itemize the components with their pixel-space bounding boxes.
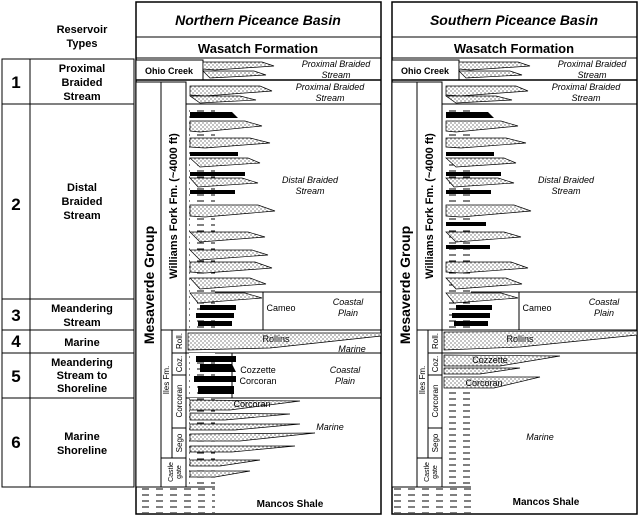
- reservoir-types-rows-0-lines-0: Proximal: [58, 63, 106, 75]
- northern-cozzette: Cozzette: [240, 365, 276, 375]
- reservoir-types-rows-3-num: 4: [11, 332, 21, 351]
- southern-env-distal-2: Stream: [551, 186, 581, 196]
- reservoir-types-rows-2-lines-1: Stream: [63, 317, 101, 329]
- reservoir-types-column: [2, 24, 134, 487]
- southern-corcoran: Corcoran: [431, 384, 440, 418]
- reservoir-types-rows-2-num: 3: [11, 306, 21, 325]
- southern-mancos: Mancos Shale: [512, 497, 580, 508]
- northern-title: Northern Piceance Basin: [175, 12, 341, 28]
- southern-env-proximal-1: Proximal Braided: [557, 59, 627, 69]
- southern-env-proximal-2: Stream: [577, 70, 607, 80]
- southern-roll: Roll.: [431, 332, 440, 350]
- reservoir-types-rows-0-lines-2: Stream: [63, 91, 101, 103]
- northern-env-distal-2: Stream: [295, 186, 325, 196]
- northern-ohio-creek: Ohio Creek: [144, 66, 194, 76]
- southern-basin-panel: [392, 2, 637, 514]
- southern-iles: Iles Fm.: [418, 365, 427, 395]
- southern-coastal-1: Coastal: [588, 297, 620, 307]
- northern-coastal-1: Coastal: [332, 297, 364, 307]
- northern-castlegate-2: gate: [176, 465, 183, 479]
- reservoir-row-6: [11, 431, 107, 457]
- northern-corcoran-label: Corcoran: [239, 376, 277, 386]
- reservoir-row-4: [11, 332, 99, 351]
- reservoir-types-rows-5-lines-0: Marine: [64, 431, 100, 443]
- northern-sego: Sego: [175, 433, 184, 453]
- reservoir-row-1: [11, 63, 105, 103]
- southern-env-proximal-b-2: Stream: [571, 93, 601, 103]
- northern-env-proximal-b-1: Proximal Braided: [295, 82, 365, 92]
- northern-marine-upper: Marine: [338, 344, 366, 354]
- reservoir-types-heading-1: Reservoir: [56, 24, 108, 36]
- northern-iles: Iles Fm.: [162, 365, 171, 395]
- northern-basin-panel: [136, 2, 381, 514]
- reservoir-types-rows-1-lines-0: Distal: [67, 182, 97, 194]
- southern-title: Southern Piceance Basin: [429, 12, 599, 28]
- northern-roll: Roll.: [175, 332, 184, 350]
- reservoir-row-5: [11, 357, 113, 395]
- northern-williams-fork: Williams Fork Fm. (~4000 ft): [168, 133, 180, 279]
- reservoir-types-rows-1-lines-2: Stream: [63, 210, 101, 222]
- reservoir-row-2: [11, 182, 102, 222]
- reservoir-types-heading-2: Types: [66, 38, 98, 50]
- reservoir-types-rows-5-lines-1: Shoreline: [56, 445, 108, 457]
- reservoir-types-rows-1-lines-1: Braided: [61, 196, 103, 208]
- reservoir-types-rows-4-lines-2: Shoreline: [56, 383, 108, 395]
- reservoir-types-rows-1-num: 2: [11, 195, 21, 214]
- southern-castlegate-2: gate: [432, 465, 439, 479]
- reservoir-row-3: [11, 303, 113, 329]
- southern-rollins: Rollins: [506, 334, 534, 344]
- northern-coastal-b-1: Coastal: [329, 365, 361, 375]
- southern-coastal-2: Plain: [593, 308, 615, 318]
- southern-cozzette: Cozzette: [472, 355, 508, 365]
- reservoir-types-rows-3-lines-0: Marine: [64, 337, 100, 349]
- northern-mesaverde: Mesaverde Group: [141, 225, 157, 345]
- southern-ohio-creek: Ohio Creek: [400, 66, 450, 76]
- reservoir-types-rows-4-num: 5: [11, 367, 21, 386]
- northern-env-proximal-b-2: Stream: [315, 93, 345, 103]
- reservoir-types-rows-2-lines-0: Meandering: [51, 303, 113, 315]
- southern-williams-fork: Williams Fork Fm. (~4000 ft): [424, 133, 436, 279]
- southern-marine-lower: Marine: [526, 432, 554, 442]
- northern-env-proximal-1: Proximal Braided: [301, 59, 371, 69]
- southern-env-proximal-b-1: Proximal Braided: [551, 82, 621, 92]
- southern-corcoran-label: Corcoran: [465, 378, 503, 388]
- northern-env-proximal-2: Stream: [321, 70, 351, 80]
- southern-sego: Sego: [431, 433, 440, 453]
- northern-cameo: Cameo: [266, 303, 296, 313]
- reservoir-types-rows-0-num: 1: [11, 73, 21, 92]
- reservoir-types-rows-0-lines-1: Braided: [61, 77, 103, 89]
- northern-castlegate-1: Castle: [168, 462, 175, 482]
- northern-coastal-2: Plain: [337, 308, 359, 318]
- southern-mesaverde: Mesaverde Group: [397, 225, 413, 345]
- northern-corcoran: Corcoran: [175, 384, 184, 418]
- southern-castlegate-1: Castle: [424, 462, 431, 482]
- southern-coz: Coz.: [431, 355, 440, 373]
- northern-wasatch: Wasatch Formation: [197, 41, 319, 56]
- northern-rollins: Rollins: [262, 334, 290, 344]
- reservoir-types-rows-4-lines-1: Stream to: [56, 370, 108, 382]
- northern-corcoran-lower: Corcoran: [233, 399, 271, 409]
- northern-marine-lower: Marine: [316, 422, 344, 432]
- southern-env-distal-1: Distal Braided: [537, 175, 595, 185]
- northern-coastal-b-2: Plain: [334, 376, 356, 386]
- southern-wasatch: Wasatch Formation: [453, 41, 575, 56]
- northern-coz: Coz.: [175, 355, 184, 373]
- northern-env-distal-1: Distal Braided: [281, 175, 339, 185]
- reservoir-types-rows-5-num: 6: [11, 433, 21, 452]
- reservoir-types-rows-4-lines-0: Meandering: [51, 357, 113, 369]
- northern-mancos: Mancos Shale: [256, 499, 324, 510]
- southern-cameo: Cameo: [522, 303, 552, 313]
